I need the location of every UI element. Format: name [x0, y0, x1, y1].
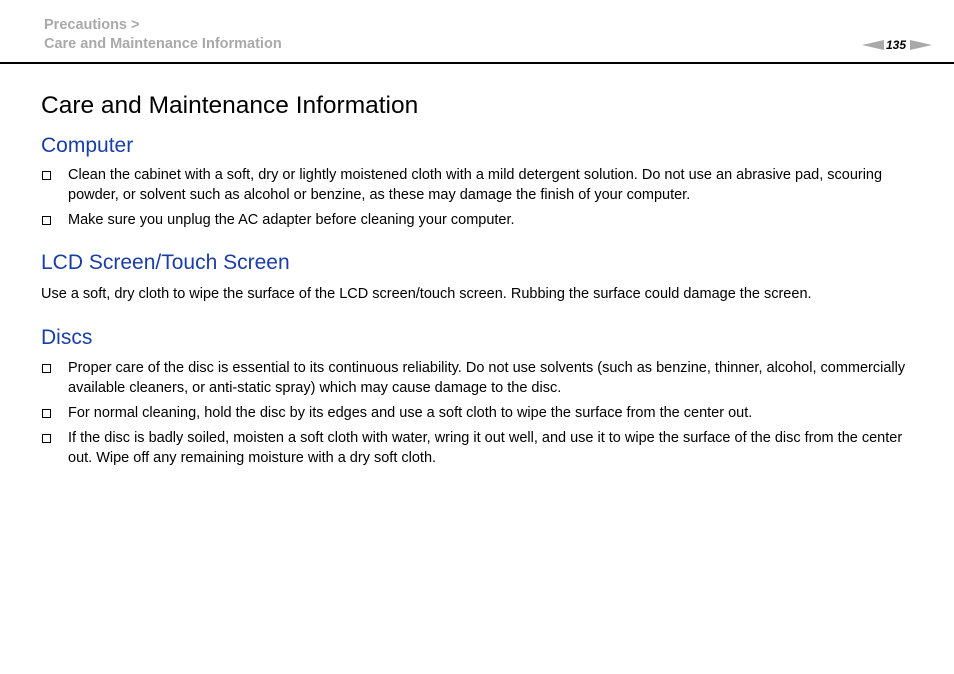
section-title-discs: Discs — [41, 326, 93, 349]
section-title-lcd: LCD Screen/Touch Screen — [41, 251, 290, 274]
main-content — [41, 90, 921, 468]
checkbox-bullet-icon — [42, 434, 51, 443]
page-header — [0, 0, 954, 64]
list-item-text: Make sure you unplug the AC adapter before cleaning your computer. — [68, 212, 515, 228]
list-item — [41, 403, 921, 423]
next-page-arrow-icon[interactable] — [910, 40, 932, 50]
checkbox-bullet-icon — [42, 364, 51, 373]
previous-page-arrow-icon[interactable] — [862, 40, 884, 50]
list-item-text: Proper care of the disc is essential to its continuous reliability. Do not use solvents (such as benzine, thinner, alcohol, commercially available cleaners, or anti-static spray) which may cause damage to the disc. — [68, 360, 906, 396]
list-item-text: If the disc is badly soiled, moisten a soft cloth with water, wring it out well, and use it to wipe the surface of the disc from the center out. Wipe off any remaining moisture with a dry soft cloth. — [68, 430, 903, 466]
list-item — [41, 358, 921, 398]
page-title: Care and Maintenance Information — [41, 92, 419, 119]
checkbox-bullet-icon — [42, 171, 51, 180]
breadcrumb-current[interactable]: Care and Maintenance Information — [44, 36, 282, 52]
computer-list — [41, 165, 921, 230]
discs-list — [41, 358, 921, 468]
page-number: 135 — [886, 38, 907, 52]
breadcrumb-parent-link[interactable]: Precautions > — [44, 17, 140, 33]
checkbox-bullet-icon — [42, 216, 51, 225]
page-navigator — [862, 37, 932, 53]
list-item-text: Clean the cabinet with a soft, dry or lightly moistened cloth with a mild detergent solution. Do not use an abrasive pad, scouring powder, or solvent such as alcohol or benzine, as these may damage the finish of your computer. — [68, 167, 883, 203]
checkbox-bullet-icon — [42, 409, 51, 418]
breadcrumb — [44, 16, 282, 54]
list-item — [41, 428, 921, 468]
list-item — [41, 210, 921, 230]
lcd-paragraph: Use a soft, dry cloth to wipe the surface of the LCD screen/touch screen. Rubbing the surface could damage the screen. — [41, 286, 812, 302]
section-title-computer: Computer — [41, 134, 134, 157]
list-item-text: For normal cleaning, hold the disc by its edges and use a soft cloth to wipe the surface from the center out. — [68, 405, 753, 421]
list-item — [41, 165, 921, 205]
